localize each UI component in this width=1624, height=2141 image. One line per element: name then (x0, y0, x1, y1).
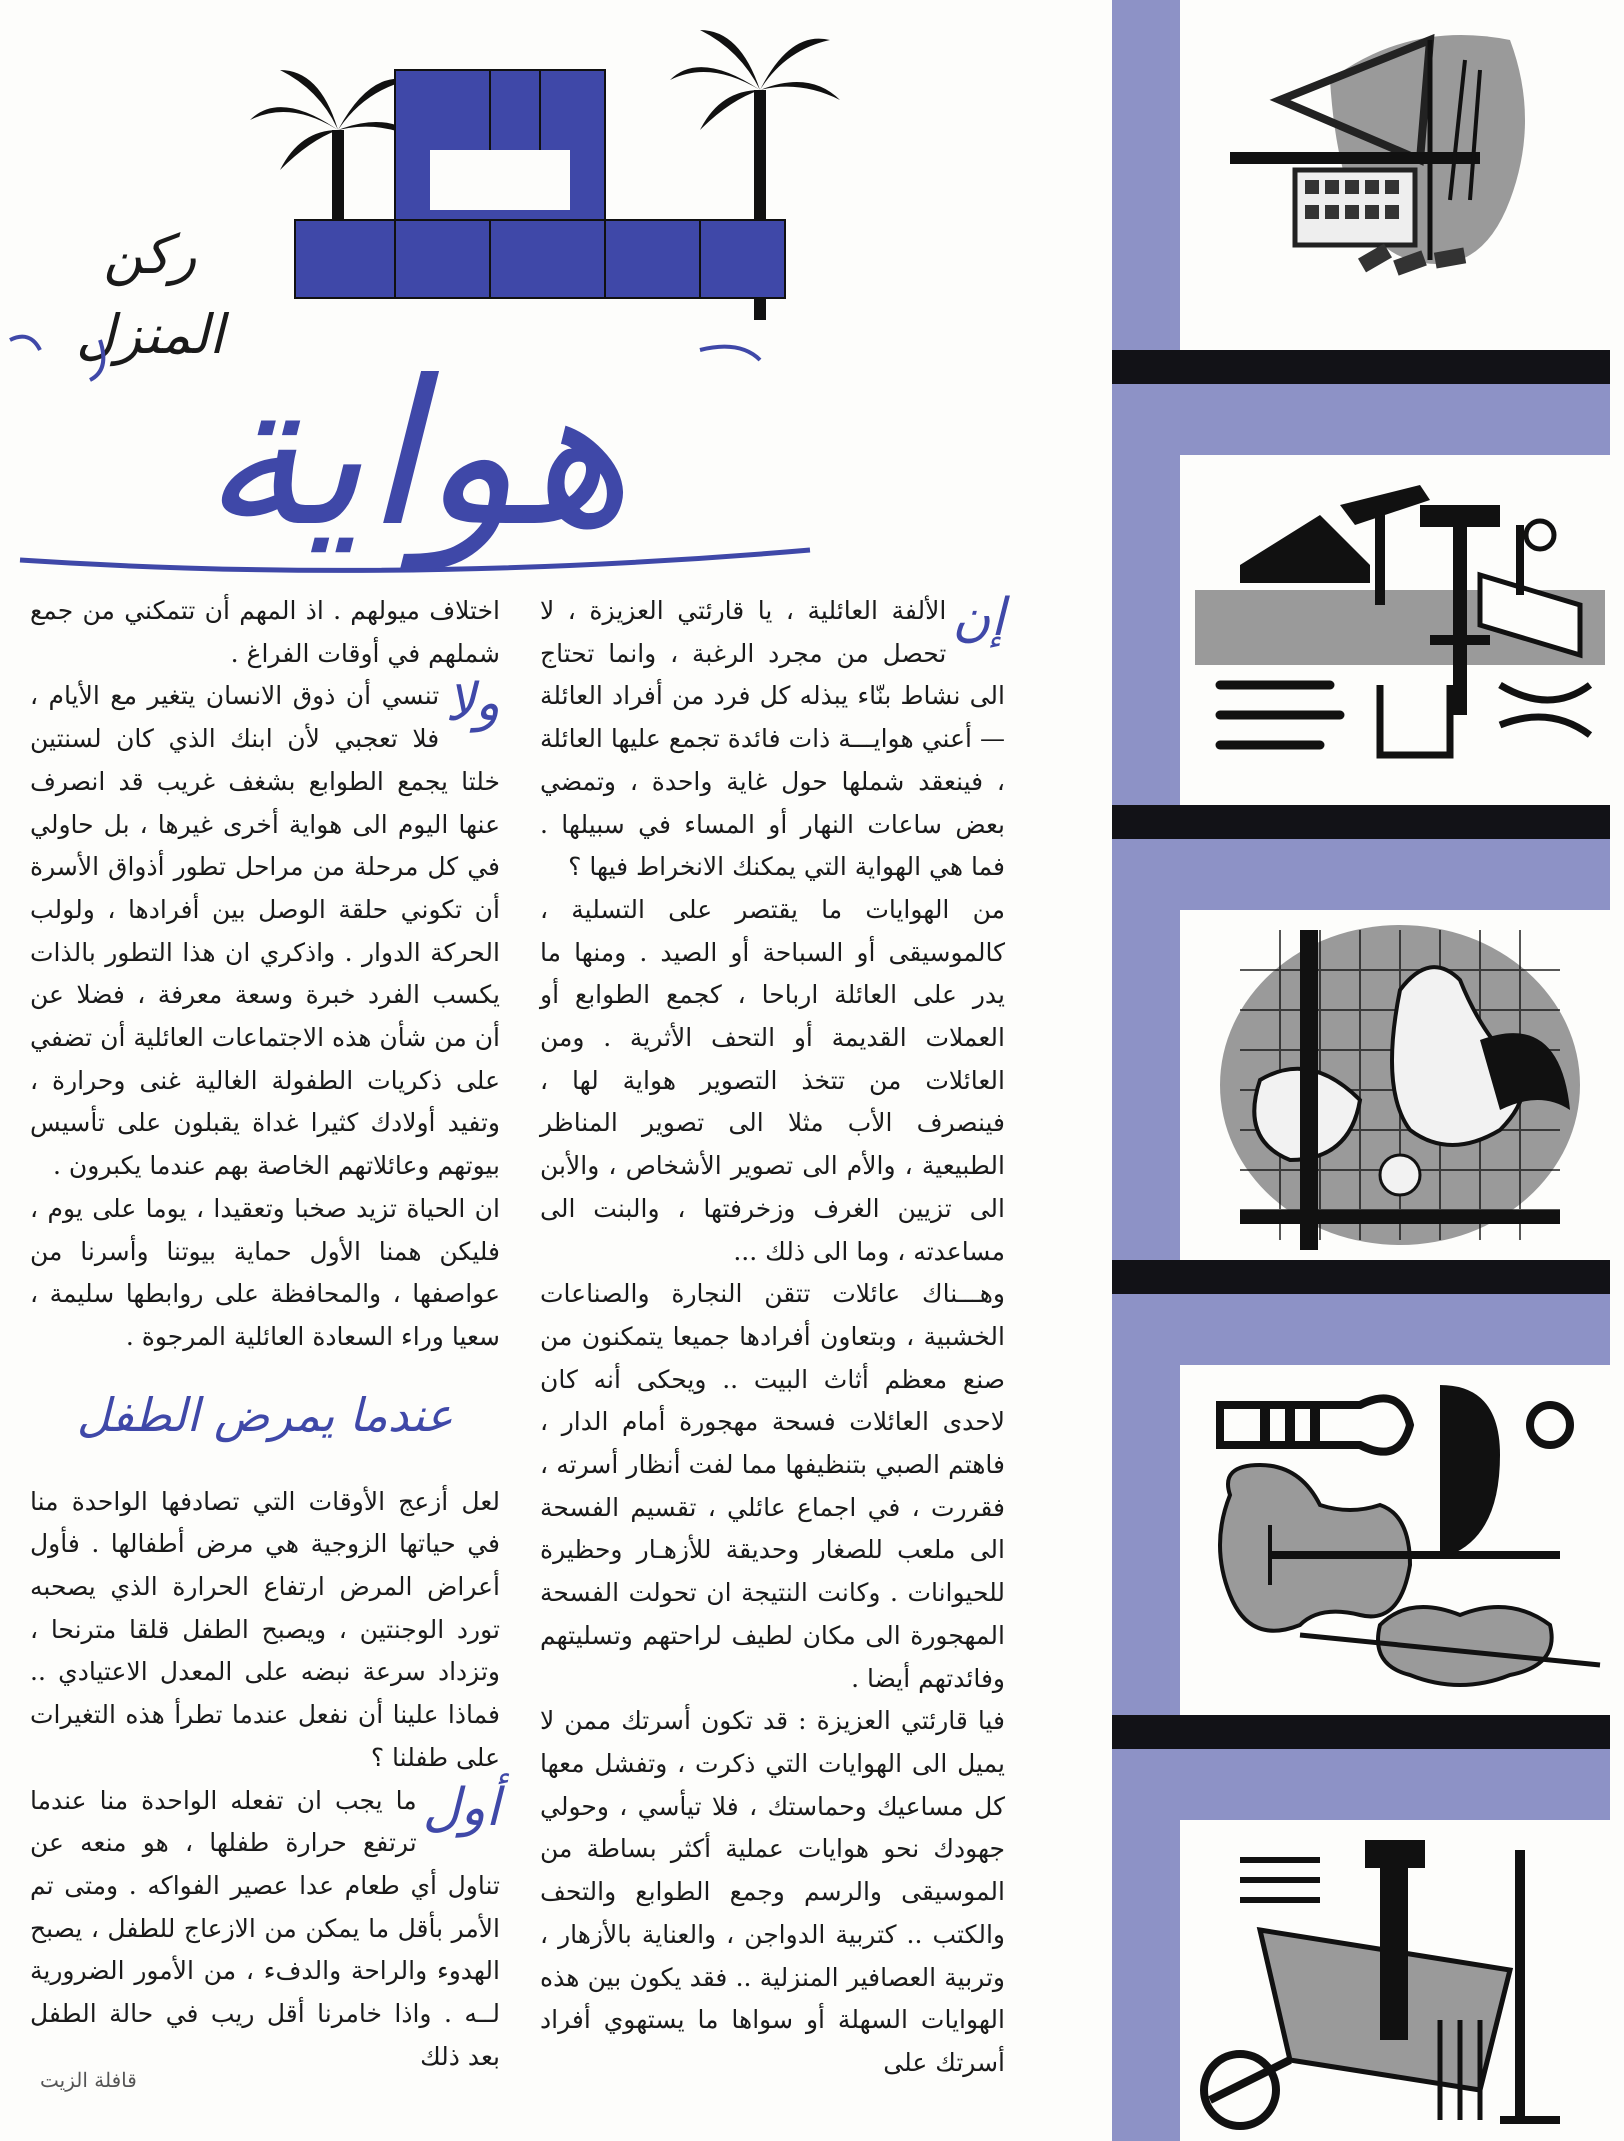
article-column-left (30, 590, 500, 2079)
panel-shadow (1112, 805, 1622, 839)
paragraph-text: من الهوايات ما يقتصر على التسلية ، كالموسيقى أو السباحة أو الصيد . ومنها ما يدر على العائلة ارباحا ، كجمع الطوابع أو العملات القديمة أو التحف الأثرية . ومن العائلات من تتخذ التصوير هواية لها ، فينصرف الأب مثلا الى تصوير المناظر الطبيعية ، والأم الى تصوير الأشخاص ، والأبن الى تزيين الغرف وزخرفتها ، والبنت الى مساعدته ، وما الى ذلك ... (540, 894, 1005, 1266)
panel-shadow (1112, 1715, 1622, 1749)
hobby-panel-poultry (1180, 910, 1620, 1260)
paragraph (30, 1777, 500, 2079)
drop-cap: إن (952, 588, 1005, 648)
paragraph-text: ما يجب ان تفعله الواحدة منا عندما ترتفع حرارة طفلها ، هو منعه عن تناول أي طعام عدا عصير الفواكه . ومتى تم الأمر بأقل ما يمكن من الازعاج للطفل ، يصبح الهدوء والراحة والدفء ، من الأمور الضرورية لــه . واذا خامرنا أقل ريب في حالة الطفل بعد ذلك (30, 1785, 500, 2071)
art-supplies-icon (1180, 0, 1620, 350)
paragraph (30, 1481, 500, 1780)
poultry-icon (1180, 910, 1620, 1260)
right-margin (1610, 0, 1624, 2141)
magazine-footer: قافلة الزيت (40, 2068, 137, 2092)
paragraph-text: لعل أزعج الأوقات التي تصادفها الواحدة منا في حياتها الزوجية هي مرض أطفالها . فأول أعراض المرض ارتفاع الحرارة الذي يصحبه تورد الوجنتين ، ويصبح الطفل قلقا مترنحا ، وتزداد سرعة نبضه على المعدل الاعتيادي .. فماذا علينا أن نفعل عندما تطرأ هذه التغيرات على طفلنا ؟ (30, 1486, 500, 1772)
panel-shadow (1112, 1260, 1622, 1294)
paragraph (30, 590, 500, 675)
panel-shadow (1112, 350, 1622, 384)
article-column-right (540, 590, 1005, 2085)
musical-instruments-icon (1180, 1365, 1620, 1715)
hobby-panel-carpentry (1180, 455, 1620, 805)
drop-cap: أول (422, 1777, 500, 1838)
paragraph (540, 590, 1005, 889)
paragraph-text: تنسي أن ذوق الانسان يتغير مع الأيام ، فلا تعجبي لأن ابنك الذي كان لسنتين خلتا يجمع الطوابع بشغف غريب قد انصرف عنها اليوم الى هواية أخرى غيرها ، بل حاولي في كل مرحلة من مراحل تطور أذواق الأسرة أن تكوني حلقة الوصل بين أفرادها ، ولولب الحركة الدوار . واذكري ان هذا التطور بالذات يكسب الفرد خبرة وسعة معرفة ، فضلا عن أن من شأن هذه الاجتماعات العائلية أن تضفي على ذكريات الطفولة الغالية غنى وحرارة ، وتفيد أولادك كثيرا غداة يقبلون على تأسيس بيوتهم وعائلاتهم الخاصة بهم عندما يكبرون . (30, 681, 500, 1181)
paragraph-text: اختلاف ميولهم . اذ المهم أن تتمكني من جمع شملهم في أوقات الفراغ . (30, 596, 500, 668)
paragraph (30, 1188, 500, 1359)
drop-cap: ولا (445, 673, 500, 734)
gardening-tools-icon (1180, 1820, 1620, 2141)
paragraph (540, 1273, 1005, 1700)
carpentry-tools-icon (1180, 455, 1620, 805)
paragraph-text: ان الحياة تزيد صخبا وتعقيدا ، يوما على يوم ، فليكن همنا الأول حماية بيوتنا وأسرنا من عواصفها ، والمحافظة على روابطها سليمة ، سعيا وراء السعادة العائلية المرجوة . (30, 1193, 500, 1351)
paragraph-text: الألفة العائلية ، يا قارئتي العزيزة ، لا تحصل من مجرد الرغبة ، وانما تحتاج الى نشاط بنّاء يبذله كل فرد من أفراد العائلة — أعني هوايـــة ذات فائدة تجمع عليها العائلة ، فينعقد شملها حول غاية واحدة ، وتمضي بعض ساعات النهار أو المساء في سبيلها . فما هي الهواية التي يمكنك الانخراط فيها ؟ (540, 596, 1005, 882)
section-caption: ركن المنزل (76, 223, 224, 366)
paragraph-text: فيا قارئتي العزيزة : قد تكون أسرتك ممن لا يميل الى الهوايات التي ذكرت ، وتفشل معها كل مساعيك وحماستك ، فلا تيأسي ، وحولي جهودك نحو هوايات عملية أكثر بساطة من الموسيقى والرسم وجمع الطوابع والتحف والكتب .. كتربية الدواجن ، والعناية بالأزهار ، وتربية العصافير المنزلية .. فقد يكون بين هذه الهوايات السهلة أو سواها ما يستهوي أفراد أسرتك على (540, 1706, 1005, 2077)
hobby-panel-music (1180, 1365, 1620, 1715)
paragraph (540, 889, 1005, 1273)
paragraph-text: وهـــناك عائلات تتقن النجارة والصناعات الخشبية ، وبتعاون أفرادها جميعا يتمكنون من صنع معظم أثاث البيت .. ويحكى أنه كان لاحدى العائلات فسحة مهجورة أمام الدار ، فاهتم الصبي بتنظيفها مما لفت أنظار أسرته ، فقررت ، في اجماع عائلي ، تقسيم الفسحة الى ملعب للصغار وحديقة للأزهـار وحظيرة للحيوانات . وكانت النتيجة ان تحولت الفسحة المهجورة الى مكان لطيف لراحتهم وتسليتهم وفائدتهم أيضا . (540, 1279, 1005, 1693)
section-subheading: عندما يمرض الطفل (76, 1387, 454, 1442)
paragraph (30, 675, 500, 1187)
hobby-panel-garden (1180, 1820, 1620, 2141)
article-title: هواية (201, 338, 629, 571)
hobby-panel-art (1180, 0, 1620, 350)
paragraph (540, 1700, 1005, 2084)
